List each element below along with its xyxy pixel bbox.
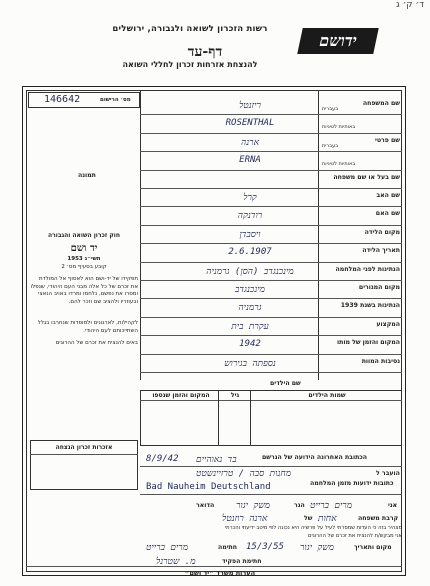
declarant-value: מרים ברייט xyxy=(310,501,353,511)
field-label: המקצוע xyxy=(376,320,400,328)
field-label: שם בעל או שם משפחה xyxy=(333,173,400,181)
law-text-1: תפקידו של יד-ושם הוא לאסוף אל המולדת את זכרם של כל אלה מבני העם היהודי, שנפלו ומסרו את נפשם, נלחמו ומרדו באויב הנאצי ובעוזריו ולהציב שם וזכר להם. xyxy=(30,276,138,305)
field-row-line xyxy=(140,170,402,171)
field-label: שם האם xyxy=(375,210,400,218)
official-stamp-value: מ. שטרנל xyxy=(156,557,196,567)
request-text: אני מבקש/ת להנציח את זכרם של ההרוגים xyxy=(308,533,402,539)
field-row-line xyxy=(140,225,402,226)
field-value: ROSENTHAL xyxy=(225,118,275,129)
field-label: מקום הלידה xyxy=(364,228,400,236)
field-value: מינכנגדב (הסן) גרמניה xyxy=(206,266,294,277)
victim-value: ארנה רוזנטל xyxy=(222,514,268,524)
official-stamp-label: חתימת הפקיד xyxy=(222,558,262,565)
field-value: 2.6.1907 xyxy=(228,247,272,258)
deport-label: הועבר ל xyxy=(376,470,400,477)
field-row-line xyxy=(140,206,402,207)
page-subtitle: להנצחת אזרחות זכרון לחללי השואה xyxy=(122,60,258,69)
field-value: קרל xyxy=(243,193,257,203)
field-row-line xyxy=(140,317,402,318)
children-col-names: שמות הילדים xyxy=(308,392,346,399)
field-value: עקרת בית xyxy=(231,321,269,332)
children-label: שם הילדים xyxy=(270,380,301,387)
signature-value: מרים ברייט xyxy=(146,543,189,553)
field-row-line xyxy=(140,335,402,336)
field-value: 1942 xyxy=(239,339,261,350)
record-number: 146642 xyxy=(44,94,81,105)
declarant-label: אני xyxy=(388,502,398,509)
children-col-age: גיל xyxy=(230,392,240,399)
field-row-line xyxy=(140,372,402,373)
children-col-place: המקום והזמן שנספו xyxy=(152,392,210,399)
known-address-value: Bad Nauheim Deutschland xyxy=(146,482,271,492)
signature-label: חתימה xyxy=(218,544,238,551)
field-value: גרמניה xyxy=(238,303,262,314)
residing-value: משק יגור xyxy=(236,501,270,511)
field-value: נספתה בגירוש xyxy=(224,358,276,369)
relation-label: קרבת משפחה xyxy=(358,515,399,522)
field-label: מקום המגורים xyxy=(358,284,400,291)
known-address-line xyxy=(140,494,402,495)
stamp-label: אזכרות זכרון הנצחה xyxy=(55,444,113,451)
date-sign-value: 15/3/55 xyxy=(246,542,284,552)
field-row-line xyxy=(140,151,402,152)
law-name: יד ושם xyxy=(70,243,98,254)
stamp-line xyxy=(30,454,138,455)
field-label: שם המשפחה xyxy=(362,100,400,107)
known-address-label: כתובות ידועות מזמן המלחמה xyxy=(310,480,394,487)
relation-value: אחות xyxy=(318,514,337,524)
law-title: חוק זכרון השואה והגבורה xyxy=(48,232,120,239)
deport-date-value: 8/9/42 xyxy=(146,454,179,464)
children-col-divider-2 xyxy=(218,390,219,446)
field-row-line xyxy=(140,262,402,263)
field-sublabel: בעברית xyxy=(322,142,339,149)
field-label: נסיבות המוות xyxy=(361,357,400,365)
field-row-line xyxy=(140,114,402,115)
of-label: של xyxy=(304,515,313,522)
field-sublabel: באותיות לטיניות xyxy=(322,161,356,168)
field-label: הנתינות בשנת 1939 xyxy=(340,302,400,310)
photo-label: תמונה xyxy=(78,172,96,179)
yad-vashem-logo: ידושם xyxy=(297,28,379,54)
field-row-line xyxy=(140,133,402,134)
field-row-line xyxy=(140,280,402,281)
field-value: ERNA xyxy=(239,155,261,166)
field-label: הנתינות לפני המלחמה xyxy=(335,265,400,273)
office-remarks: הערות משרד ״יד ושם״ xyxy=(184,569,256,577)
deport-value: מחנות סבה / טרזיינשטט xyxy=(196,469,292,479)
field-label: תאריך הלידה xyxy=(362,247,400,255)
law-text-3: באים להנציח את זכרם של ההרוגים xyxy=(55,340,138,346)
field-sublabel: בעברית xyxy=(322,106,339,112)
field-row-line xyxy=(140,188,402,189)
field-value: מינכנגדב xyxy=(235,285,265,295)
law-text-2: לקהילות, לארגונים ולמוסדות שנחרבו בגלל השתייכותם לעם היהודי. xyxy=(37,320,138,334)
field-label: המקום והזמן של מותו xyxy=(336,339,400,347)
record-number-label: מס׳ הרישום xyxy=(100,97,131,103)
field-label: שם פרטי xyxy=(375,136,400,144)
children-header-line xyxy=(140,400,402,401)
place-date-label: מקום ותאריך xyxy=(354,544,392,551)
field-row-line xyxy=(140,354,402,355)
field-label: שם האב xyxy=(376,192,400,199)
field-row-line xyxy=(140,298,402,299)
address-line xyxy=(140,466,402,467)
law-year: תשי״ג 1953 xyxy=(67,256,101,262)
footer-line xyxy=(26,566,402,567)
declaration-text: מצהיר בזה כי העדות שמסרתי לעיל על פרשיה היא נכונה לפי מיטב ידיעתי והכרתי xyxy=(225,525,402,531)
children-col-divider-1 xyxy=(250,390,251,446)
postal-label: הדואר xyxy=(196,502,215,509)
corner-mark: ד׳ ק׳ ג xyxy=(396,0,425,10)
field-sublabel: באותיות לטיניות xyxy=(322,124,356,131)
last-address-label: הכתובת האחרונה הידועה של הנרשם xyxy=(262,454,368,461)
field-value: רודנקה xyxy=(237,211,263,222)
place-value: משק יגור xyxy=(300,543,334,553)
field-value: ארנה xyxy=(240,137,260,148)
page-title: דף-עד xyxy=(187,44,223,60)
field-row-line xyxy=(140,243,402,244)
field-value: ויסבדן xyxy=(239,229,261,240)
institution-name: רשות הזכרון לשואה ולגבורה, ירושלים xyxy=(112,24,268,34)
residing-label: הגר xyxy=(294,502,305,509)
law-section: קובע בסעיף מס׳ 2 xyxy=(61,264,107,270)
last-address-value: בד נאוהיים xyxy=(196,455,237,465)
field-value: ריזנטל xyxy=(239,101,261,111)
